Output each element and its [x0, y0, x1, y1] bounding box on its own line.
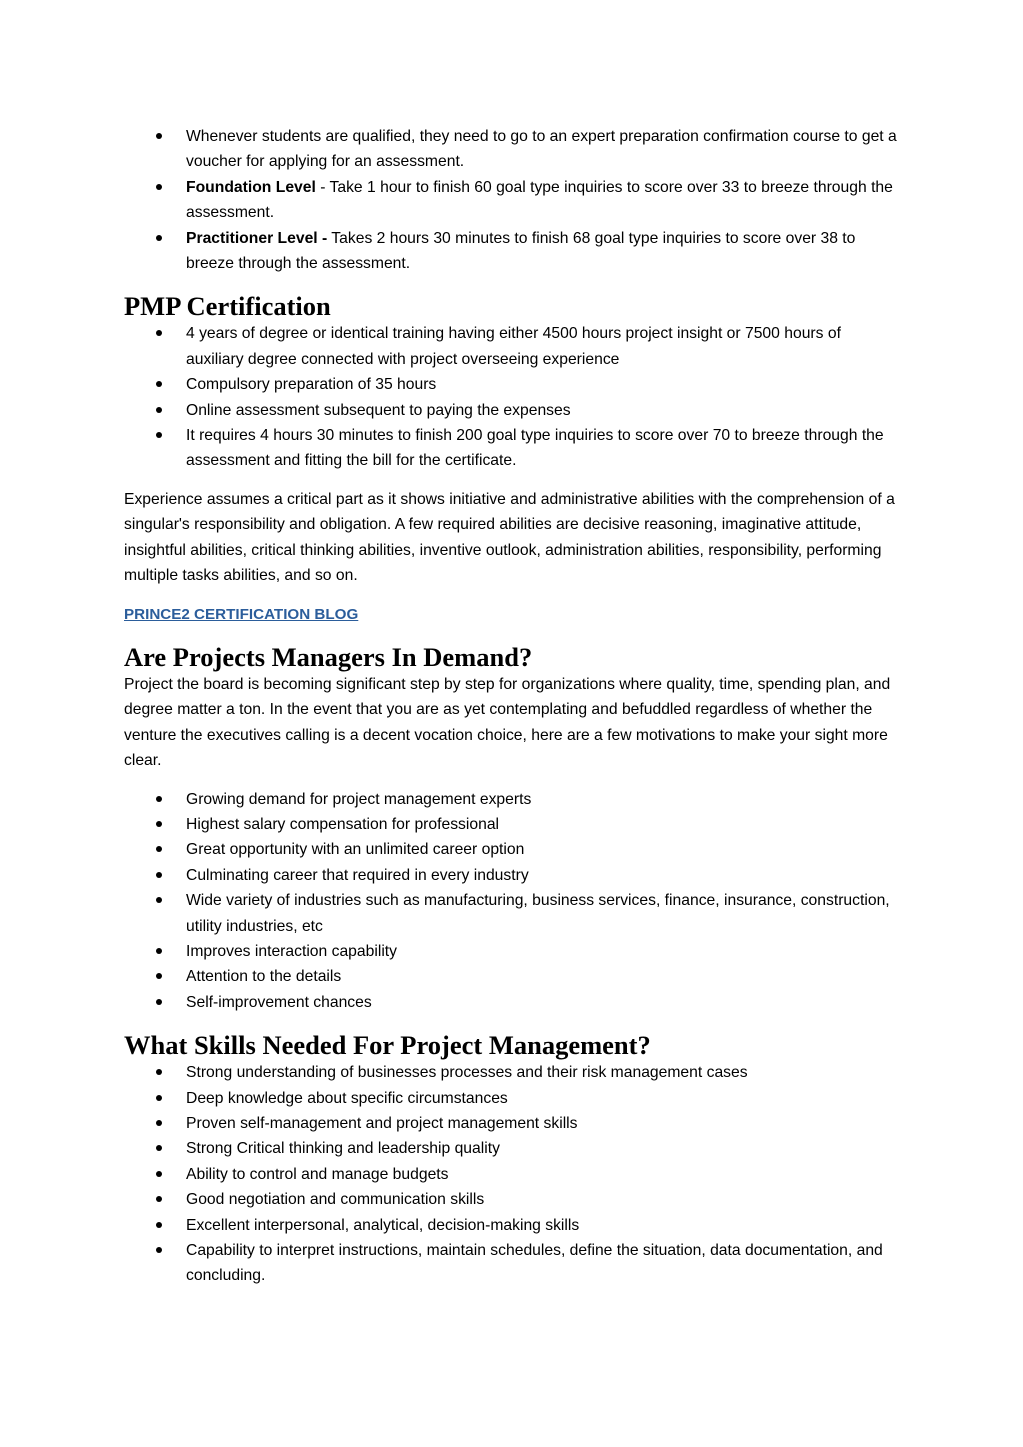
demand-paragraph: Project the board is becoming significant step by step for organizations where quality, time, spending plan, and degree matter a ton. In the event that you are as yet contemplating and befuddled regardless of whether the venture the executives calling is a decent vocation choice, here are a few motivations to make your sight more clear. [124, 675, 891, 770]
intro-list [124, 124, 900, 276]
list-item: Highest salary compensation for professional [124, 812, 900, 837]
list-item [124, 226, 900, 277]
list-item: Improves interaction capability [124, 939, 900, 964]
list-item: Strong Critical thinking and leadership quality [124, 1136, 900, 1161]
prince2-blog-link[interactable]: PRINCE2 CERTIFICATION BLOG [124, 605, 359, 623]
list-item: Good negotiation and communication skills [124, 1187, 900, 1212]
list-item [124, 175, 900, 226]
list-item: Wide variety of industries such as manufacturing, business services, finance, insurance, construction, utility industries, etc [124, 888, 900, 939]
list-item: Great opportunity with an unlimited career option [124, 837, 900, 862]
list-item: It requires 4 hours 30 minutes to finish 200 goal type inquiries to score over 70 to breeze through the assessment and fitting the bill for the certificate. [124, 423, 900, 474]
pmp-heading: PMP Certification [124, 291, 331, 322]
list-item: Self-improvement chances [124, 990, 900, 1015]
experience-paragraph: Experience assumes a critical part as it shows initiative and administrative abilities with the comprehension of a singular's responsibility and obligation. A few required abilities are decisive reasoning, imaginative attitude, insightful abilities, critical thinking abilities, inventive outlook, administration abilities, responsibility, performing multiple tasks abilities, and so on. [124, 490, 895, 585]
pmp-list [124, 321, 900, 473]
skills-heading: What Skills Needed For Project Management? [124, 1030, 651, 1061]
list-item: Proven self-management and project management skills [124, 1111, 900, 1136]
list-item [124, 124, 900, 175]
item-bold-label: Foundation Level [186, 178, 316, 196]
list-item: Growing demand for project management experts [124, 787, 900, 812]
list-item: Excellent interpersonal, analytical, decision-making skills [124, 1213, 900, 1238]
demand-list [124, 787, 900, 1016]
list-item: Strong understanding of businesses processes and their risk management cases [124, 1060, 900, 1085]
list-item: Online assessment subsequent to paying the expenses [124, 398, 900, 423]
list-item: Attention to the details [124, 964, 900, 989]
document-body [124, 124, 900, 1289]
list-item: Culminating career that required in every industry [124, 863, 900, 888]
list-item: Capability to interpret instructions, maintain schedules, define the situation, data documentation, and concluding. [124, 1238, 900, 1289]
item-bold-label: Practitioner Level - [186, 229, 328, 247]
list-item: Ability to control and manage budgets [124, 1162, 900, 1187]
item-text: Whenever students are qualified, they need to go to an expert preparation confirmation course to get a voucher for applying for an assessment. [186, 128, 897, 171]
demand-heading: Are Projects Managers In Demand? [124, 641, 533, 672]
list-item: Deep knowledge about specific circumstances [124, 1086, 900, 1111]
list-item: 4 years of degree or identical training having either 4500 hours project insight or 7500 hours of auxiliary degree connected with project overseeing experience [124, 321, 900, 372]
item-text: Takes 2 hours 30 minutes to finish 68 goal type inquiries to score over 38 to breeze through the assessment. [186, 229, 856, 273]
skills-list [124, 1060, 900, 1289]
item-text: - Take 1 hour to finish 60 goal type inquiries to score over 33 to breeze through the assessment. [186, 178, 893, 222]
list-item: Compulsory preparation of 35 hours [124, 372, 900, 397]
